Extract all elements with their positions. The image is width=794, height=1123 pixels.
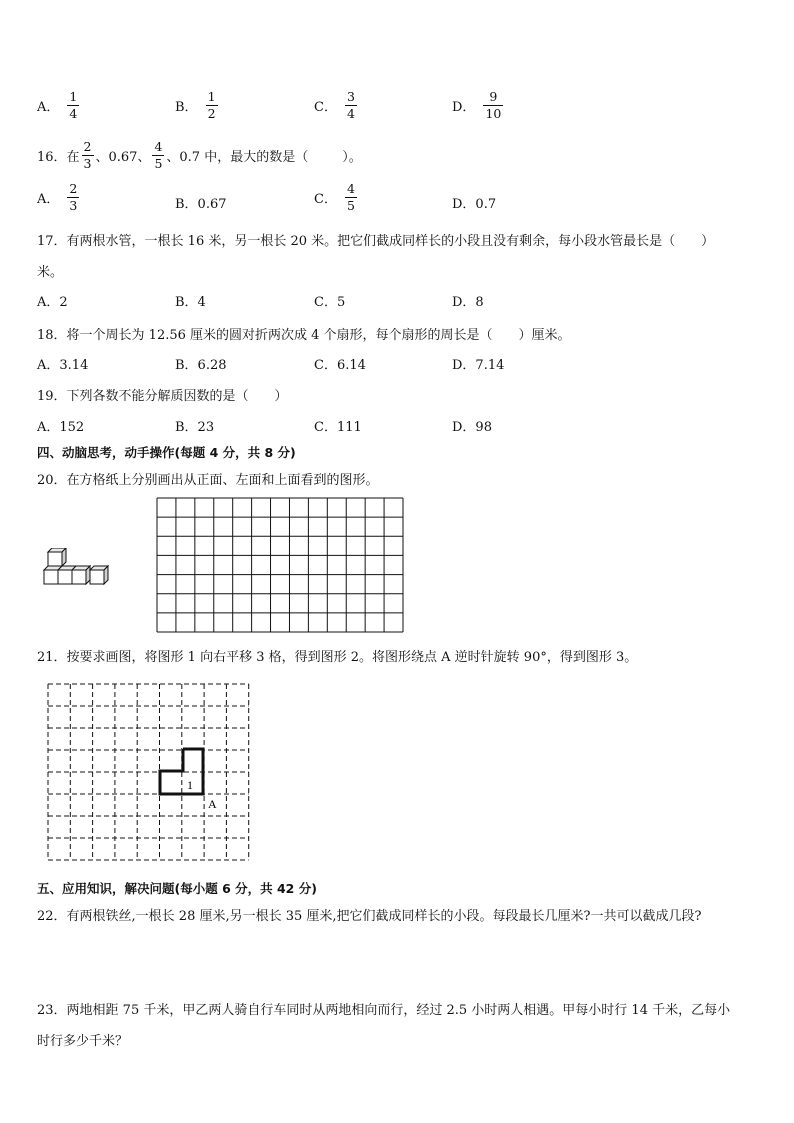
q15-option-c — [314, 90, 359, 121]
numerator: 4 — [346, 181, 355, 196]
q17-option-b: B．4 — [175, 295, 206, 310]
denominator: 4 — [69, 106, 78, 121]
denominator: 5 — [154, 156, 163, 171]
q17-option-c: C．5 — [314, 295, 346, 310]
denominator: 4 — [346, 106, 355, 121]
fraction — [152, 140, 164, 171]
q15-option-d — [452, 90, 505, 121]
q21-stem: 21．按要求画图，将图形 1 向右平移 3 格，得到图形 2。将图形绕点 A 逆时针旋转 90°，得到图形 3。 — [37, 650, 638, 665]
q16-suffix: ）。 — [342, 150, 362, 165]
fraction — [206, 90, 218, 121]
q18-stem: 18．将一个周长为 12.56 厘米的圆对折两次成 4 个扇形，每个扇形的周长是（ ）厘米。 — [37, 328, 571, 343]
q16-text: 、0.7 中，最大的数是（ — [166, 150, 309, 165]
q16-option-b: B．0.67 — [175, 197, 227, 212]
numerator: 1 — [207, 89, 216, 104]
option-label: B． — [175, 100, 198, 115]
fraction — [67, 182, 79, 213]
denominator: 10 — [485, 106, 502, 121]
q17-option-d: D．8 — [452, 295, 484, 310]
q17-stem-line2: 米。 — [37, 265, 64, 280]
dashed-grid-figure[interactable] — [45, 682, 251, 862]
section-heading-5: 五、应用知识，解决问题(每小题 6 分，共 42 分) — [37, 881, 317, 896]
fraction — [67, 90, 79, 121]
q22-stem: 22．有两根铁丝,一根长 28 厘米,另一根长 35 厘米,把它们截成同样长的小段。每段最长几厘米?一共可以截成几段? — [37, 909, 702, 924]
section-heading-4: 四、动脑思考，动手操作(每题 4 分，共 8 分) — [37, 445, 296, 460]
q15-option-a — [37, 90, 81, 121]
q19-option-b: B．23 — [175, 420, 215, 435]
option-label: A． — [37, 100, 60, 115]
fraction — [483, 90, 503, 121]
q16-option-d: D．0.7 — [452, 197, 497, 212]
q23-stem-line2: 时行多少千米？ — [37, 1034, 129, 1049]
option-label: A． — [37, 192, 60, 207]
fraction — [82, 140, 94, 171]
q18-option-a: A．3.14 — [37, 358, 89, 373]
q19-option-d: D．98 — [452, 420, 492, 435]
numerator: 4 — [154, 139, 163, 154]
q16-option-c — [314, 182, 359, 213]
numerator: 1 — [69, 89, 78, 104]
q19-option-a: A．152 — [37, 420, 85, 435]
numerator: 2 — [69, 181, 78, 196]
denominator: 2 — [207, 106, 216, 121]
q19-stem: 19．下列各数不能分解质因数的是（ ） — [37, 389, 288, 404]
q16-text: 、0.67、 — [95, 150, 151, 165]
shape-1-label: 1 — [187, 778, 193, 792]
q16-prefix: 16．在 — [37, 150, 80, 165]
q15-option-b — [175, 90, 220, 121]
numerator: 9 — [489, 89, 498, 104]
denominator: 3 — [83, 156, 92, 171]
option-label: C． — [314, 192, 337, 207]
q17-stem-line1: 17．有两根水管，一根长 16 米，另一根长 20 米。把它们截成同样长的小段且没有剩余，每小段水管最长是（ ） — [37, 234, 715, 249]
q19-option-c: C．111 — [314, 420, 362, 435]
option-label: C． — [314, 100, 337, 115]
q20-stem: 20．在方格纸上分别画出从正面、左面和上面看到的图形。 — [37, 473, 379, 488]
point-a-label: A — [208, 797, 217, 811]
q18-option-c: C．6.14 — [314, 358, 366, 373]
q16-stem — [37, 140, 362, 171]
q16-option-a — [37, 182, 81, 213]
fraction — [345, 182, 357, 213]
q23-stem-line1: 23．两地相距 75 千米，甲乙两人骑自行车同时从两地相向而行，经过 2.5 小时两人相遇。甲每小时行 14 千米，乙每小 — [37, 1003, 731, 1018]
denominator: 5 — [346, 198, 355, 213]
numerator: 2 — [83, 139, 92, 154]
fraction — [345, 90, 357, 121]
square-grid-paper[interactable] — [156, 497, 404, 633]
denominator: 3 — [69, 198, 78, 213]
q17-option-a: A．2 — [37, 295, 68, 310]
q18-option-b: B．6.28 — [175, 358, 227, 373]
numerator: 3 — [346, 89, 355, 104]
option-label: D． — [452, 100, 476, 115]
q18-option-d: D．7.14 — [452, 358, 505, 373]
cube-stack-figure — [40, 548, 120, 590]
